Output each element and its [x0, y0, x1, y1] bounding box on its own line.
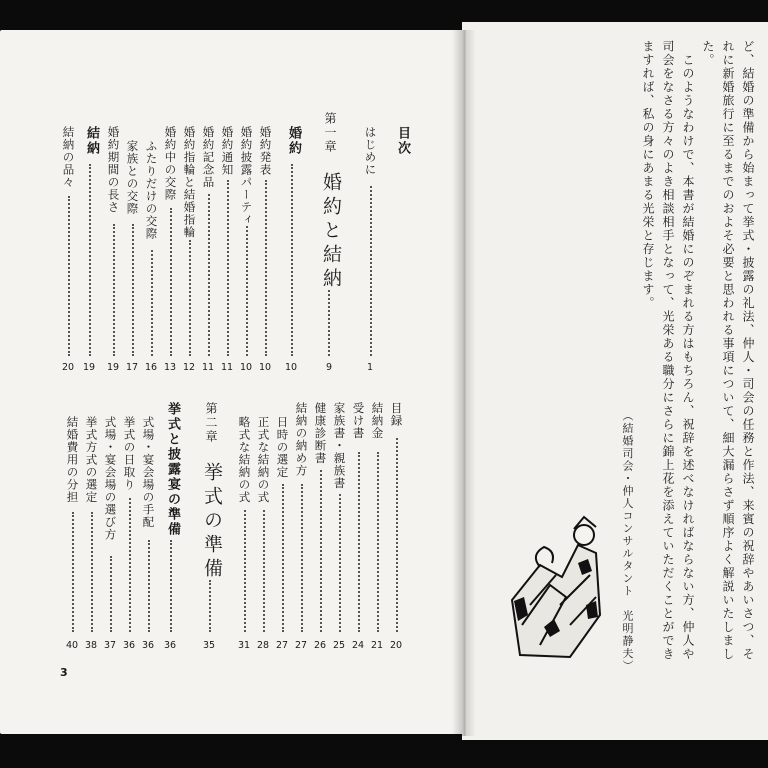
- toc-leader: [227, 180, 230, 356]
- toc-entry: 結納の納め方: [294, 402, 309, 477]
- toc-leader: [68, 196, 71, 356]
- toc-page-number: 36: [141, 640, 155, 651]
- toc-leader: [244, 510, 247, 632]
- toc-leader: [129, 498, 132, 632]
- toc-leader: [151, 250, 154, 356]
- toc-leader: [170, 208, 173, 356]
- toc-leader: [370, 186, 373, 356]
- toc-page-number: 10: [239, 362, 253, 373]
- toc-leader: [189, 240, 192, 356]
- chapter1-page: 9: [325, 362, 333, 373]
- toc-leader: [72, 512, 75, 632]
- toc-entry: 挙式の日取り: [122, 416, 137, 491]
- toc-page-number: 19: [106, 362, 120, 373]
- toc-entry: 式場・宴会場の手配: [141, 416, 156, 529]
- toc-leader: [291, 164, 294, 356]
- toc-leader: [91, 512, 94, 632]
- bride-illustration: [500, 505, 610, 665]
- toc-page-number: 21: [370, 640, 384, 651]
- toc-entry: 式場・宴会場の選び方: [103, 416, 118, 541]
- toc-entry: 家族との交際: [125, 140, 140, 215]
- preface-line: このようなわけで、本書が結婚にのぞまれる方はもちろん、祝辞を述べなければならない方、仲人や: [681, 40, 695, 661]
- toc-page-number: 11: [220, 362, 234, 373]
- toc-page-number: 27: [294, 640, 308, 651]
- author-signature: （結婚司会・仲人コンサルタント 光明静夫）: [621, 410, 634, 673]
- toc-entry: 受け書: [351, 402, 366, 440]
- chapter2-page: 35: [202, 640, 216, 651]
- preface-line: ますれば、私の身にあまる光栄と存じます。: [641, 40, 655, 310]
- toc-leader: [328, 290, 331, 356]
- toc-leader: [132, 224, 135, 356]
- toc-leader: [89, 164, 92, 356]
- toc-leader: [265, 180, 268, 356]
- toc-page-number: 1: [366, 362, 374, 373]
- toc-entry: 正式な結納の式: [256, 416, 271, 504]
- toc-page-number: 24: [351, 640, 365, 651]
- toc-entry-hajimeni: はじめに: [363, 126, 378, 176]
- toc-page-number: 28: [256, 640, 270, 651]
- toc-leader: [377, 452, 380, 632]
- toc-page-number: 10: [284, 362, 298, 373]
- toc-page-number: 11: [201, 362, 215, 373]
- toc-leader: [246, 226, 249, 356]
- toc-page-number: 20: [389, 640, 403, 651]
- toc-page-number: 12: [182, 362, 196, 373]
- heading-yuino: 結納: [84, 126, 99, 156]
- toc-page-number: 31: [237, 640, 251, 651]
- toc-entry: 結納の品々: [61, 126, 76, 189]
- toc-page-number: 38: [84, 640, 98, 651]
- toc-leader: [263, 510, 266, 632]
- toc-page-number: 37: [103, 640, 117, 651]
- toc-entry: 婚約披露パーティ: [239, 126, 254, 226]
- book-gutter: [452, 30, 476, 736]
- toc-page-number: 17: [125, 362, 139, 373]
- toc-entry: 目録: [389, 402, 404, 427]
- toc-leader: [209, 580, 212, 632]
- toc-page-number: 16: [144, 362, 158, 373]
- toc-leader: [148, 540, 151, 632]
- toc-entry: 家族書・親族書: [332, 402, 347, 490]
- page-folio: 3: [60, 666, 68, 679]
- chapter1-label: 第一章: [323, 112, 337, 154]
- toc-leader: [396, 438, 399, 632]
- chapter2-title: 挙式の準備: [201, 462, 223, 582]
- toc-page-number: 27: [275, 640, 289, 651]
- toc-leader: [110, 556, 113, 632]
- preface-line: ど、結婚の準備から始まって挙式・披露の礼法、仲人・司会の任務と作法、来賓の祝辞やあいさつ、そ: [741, 40, 755, 661]
- preface-line: れに新婚旅行に至るまでのおよそ必要と思われる事項について、細大漏らさず順序よく解説いたしまし: [721, 40, 735, 661]
- toc-entry: 日時の選定: [275, 416, 290, 479]
- toc-entry: 略式な結納の式: [237, 416, 252, 504]
- toc-leader: [301, 484, 304, 632]
- toc-entry: 健康診断書: [313, 402, 328, 465]
- toc-page-number: 25: [332, 640, 346, 651]
- toc-entry: 結納金: [370, 402, 385, 440]
- toc-leader: [358, 452, 361, 632]
- toc-page-number: 10: [258, 362, 272, 373]
- toc-leader: [170, 540, 173, 632]
- toc-entry: 婚約期間の長さ: [106, 126, 121, 214]
- toc-page-number: 19: [82, 362, 96, 373]
- toc-entry: 挙式方式の選定: [84, 416, 99, 504]
- toc-leader: [208, 194, 211, 356]
- chapter1-title: 婚約と結納: [320, 172, 342, 292]
- heading-konyaku: 婚約: [286, 126, 301, 156]
- toc-leader: [320, 470, 323, 632]
- toc-entry: 婚約中の交際: [163, 126, 178, 201]
- toc-entry: 結婚費用の分担: [65, 416, 80, 504]
- toc-page-number: 13: [163, 362, 177, 373]
- toc-entry: 婚約指輪と結婚指輪: [182, 126, 197, 239]
- chapter2-label: 第二章: [204, 402, 218, 444]
- preface-line: 司会をなさる方々のよき相談相手となって、光栄ある職分にさらに錦上花を添えていただくことができ: [661, 40, 675, 661]
- toc-page-number: 40: [65, 640, 79, 651]
- toc-entry: ふたりだけの交際: [144, 140, 159, 240]
- toc-leader: [282, 484, 285, 632]
- toc-page-number: 20: [61, 362, 75, 373]
- heading-kyoshiki: 挙式と披露宴の準備: [165, 402, 180, 537]
- toc-page-number: 26: [313, 640, 327, 651]
- toc-entry: 婚約通知: [220, 126, 235, 176]
- toc-page-number: 36: [122, 640, 136, 651]
- toc-entry: 婚約発表: [258, 126, 273, 176]
- toc-leader: [339, 494, 342, 632]
- toc-page-number: 36: [163, 640, 177, 651]
- preface-line: た。: [701, 40, 715, 67]
- toc-title: 目次: [395, 126, 410, 156]
- toc-leader: [113, 224, 116, 356]
- toc-entry: 婚約記念品: [201, 126, 216, 189]
